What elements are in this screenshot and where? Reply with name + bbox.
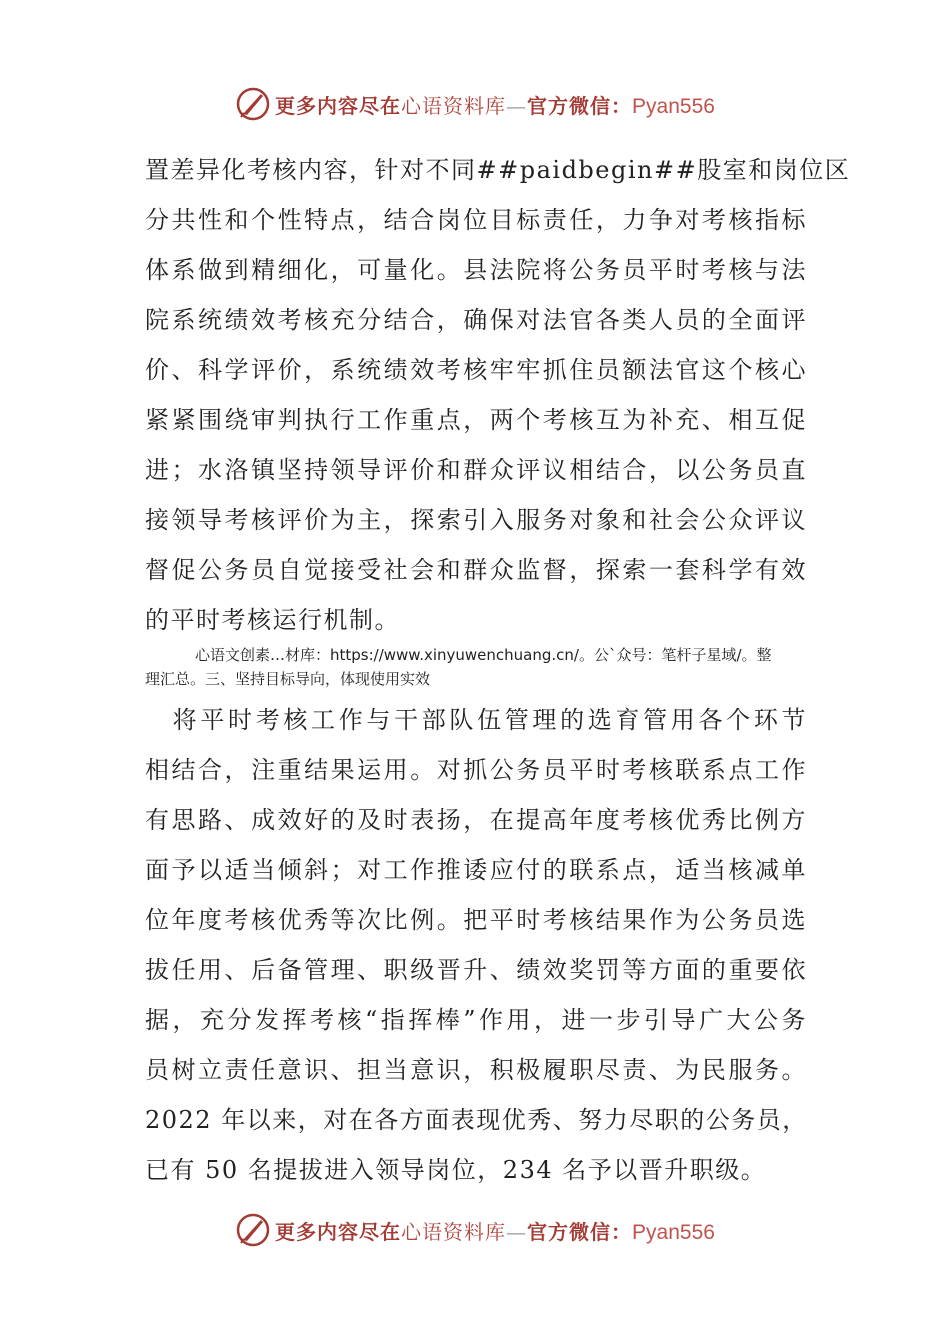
- banner-account: Pyan556: [632, 1220, 715, 1244]
- text-line: 相结合，注重结果运用。对抓公务员平时考核联系点工作: [145, 756, 807, 784]
- text-line: 的平时考核运行机制。: [145, 606, 400, 634]
- banner-lead: 更多内容尽在: [275, 93, 402, 118]
- banner-text: [275, 1216, 715, 1245]
- banner-text: [275, 90, 715, 119]
- text-line: 已有 50 名提拔进入领导岗位，234 名予以晋升职级。: [145, 1156, 767, 1184]
- banner-lead: 更多内容尽在: [275, 1219, 402, 1244]
- banner-brand: 心语资料库: [401, 93, 507, 118]
- source-note-line-2: 理汇总。三、坚持目标导向，体现使用实效: [145, 670, 431, 688]
- text-line: 有思路、成效好的及时表扬，在提高年度考核优秀比例方: [145, 806, 807, 834]
- quill-logo-icon: [235, 86, 271, 122]
- header-banner: [0, 86, 950, 122]
- quill-logo-icon: [235, 1212, 271, 1248]
- banner-separator: —: [506, 1219, 528, 1244]
- text-line: 拔任用、后备管理、职级晋升、绩效奖罚等方面的重要依: [145, 956, 807, 984]
- source-note-line-1: 心语文创素…材库：https://www.xinyuwenchuang.cn/。公`众号：笔杆子星域/。整: [195, 646, 772, 664]
- text-line: 据，充分发挥考核“指挥棒”作用，进一步引导广大公务: [145, 1006, 807, 1034]
- banner-brand: 心语资料库: [401, 1219, 507, 1244]
- banner-account: Pyan556: [632, 94, 715, 118]
- text-line: 分共性和个性特点，结合岗位目标责任，力争对考核指标: [145, 206, 807, 234]
- text-line: 位年度考核优秀等次比例。把平时考核结果作为公务员选: [145, 906, 807, 934]
- banner-separator: —: [506, 93, 528, 118]
- text-line: 面予以适当倾斜；对工作推诿应付的联系点，适当核减单: [145, 856, 807, 884]
- text-line: 接领导考核评价为主，探索引入服务对象和社会公众评议: [145, 506, 807, 534]
- text-line: 体系做到精细化，可量化。县法院将公务员平时考核与法: [145, 256, 807, 284]
- banner-label: 官方微信：: [527, 1219, 633, 1244]
- footer-banner: [0, 1212, 950, 1248]
- text-line: 院系统绩效考核充分结合，确保对法官各类人员的全面评: [145, 306, 807, 334]
- text-line: 督促公务员自觉接受社会和群众监督，探索一套科学有效: [145, 556, 807, 584]
- banner-label: 官方微信：: [527, 93, 633, 118]
- text-line: 紧紧围绕审判执行工作重点，两个考核互为补充、相互促: [145, 406, 807, 434]
- text-line: 2022 年以来，对在各方面表现优秀、努力尽职的公务员，: [145, 1106, 808, 1134]
- text-line: 将平时考核工作与干部队伍管理的选育管用各个环节: [145, 706, 807, 734]
- text-line: 员树立责任意识、担当意识，积极履职尽责、为民服务。: [145, 1056, 807, 1084]
- text-line: 进；水洛镇坚持领导评价和群众评议相结合，以公务员直: [145, 456, 807, 484]
- text-line: 置差异化考核内容，针对不同##paidbegin##股室和岗位区: [145, 156, 851, 184]
- text-line: 价、科学评价，系统绩效考核牢牢抓住员额法官这个核心: [145, 356, 807, 384]
